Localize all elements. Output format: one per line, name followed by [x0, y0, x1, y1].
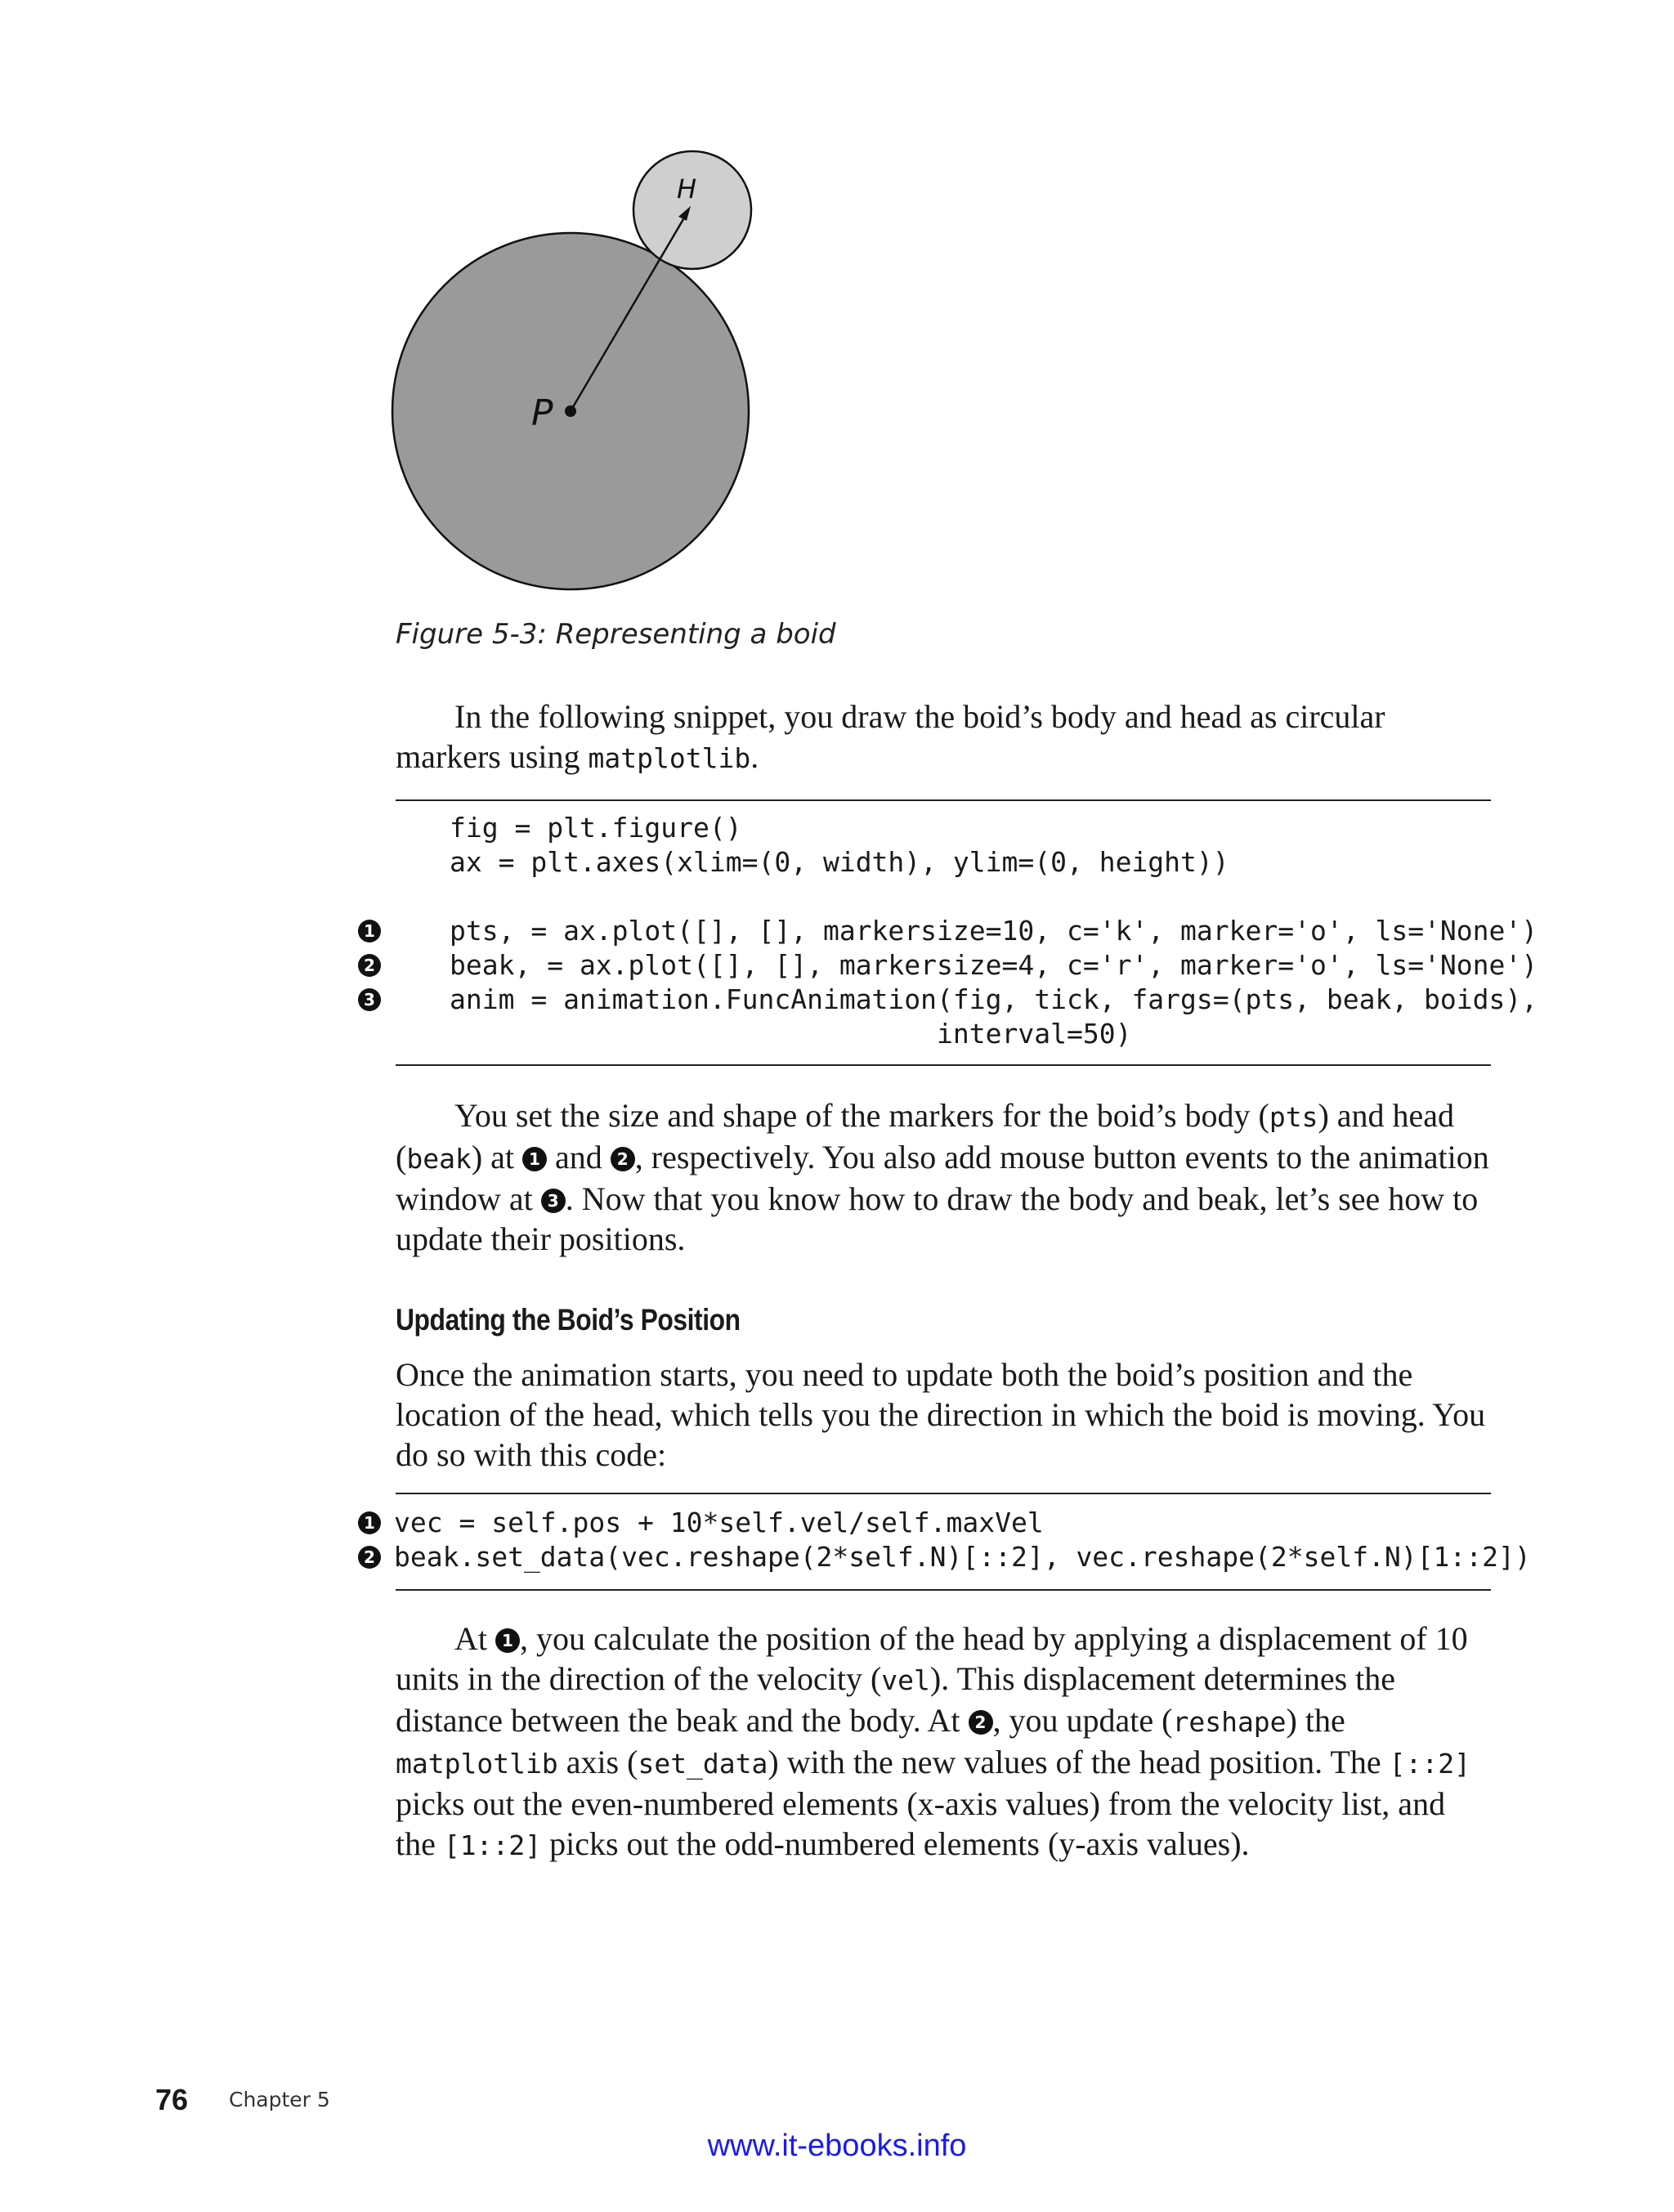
callout-3: 3 — [358, 988, 381, 1011]
callout-1: 1 — [358, 1511, 381, 1534]
text-run: ) and head ( — [396, 1097, 1455, 1175]
inline-callout-2: 2 — [969, 1710, 993, 1735]
code-rule-top — [396, 1493, 1491, 1494]
text-run: , you update ( — [992, 1702, 1173, 1739]
inline-callout-1: 1 — [495, 1628, 520, 1653]
paragraph-update: Once the animation starts, you need to update both the boid’s position and the location of the head, which tells you the direction in which the boid is moving. You do so with this code: — [396, 1356, 1486, 1473]
code-line: vec = self.pos + 10*self.vel/self.maxVel — [394, 1507, 1044, 1538]
body-center-point — [565, 405, 576, 417]
paragraph-markers — [396, 1095, 1491, 1259]
code-line: beak, = ax.plot([], [], markersize=4, c='r', marker='o', ls='None') — [450, 949, 1538, 981]
callout-2: 2 — [358, 954, 381, 977]
code-line: interval=50) — [450, 1018, 1132, 1050]
inline-code: pts — [1269, 1101, 1318, 1133]
inline-callout-1: 1 — [522, 1147, 547, 1171]
code-line: ax = plt.axes(xlim=(0, width), ylim=(0, height)) — [450, 846, 1229, 878]
head-label: H — [677, 173, 697, 204]
page-number: 76 — [155, 2083, 189, 2116]
inline-code: beak — [406, 1143, 472, 1175]
boid-figure — [384, 139, 777, 613]
footer-website-link[interactable]: www.it-ebooks.info — [707, 2129, 967, 2163]
text-run: , you calculate the position of the head by applying a displacement of 10 units in the direction of the velocity ( — [396, 1620, 1468, 1697]
inline-code: matplotlib — [588, 742, 751, 774]
boid-diagram — [384, 139, 777, 613]
text-run: ) with the new values of the head position. The — [768, 1744, 1390, 1780]
callout-1: 1 — [358, 920, 381, 943]
text-run: axis ( — [557, 1744, 638, 1780]
inline-code: [::2] — [1389, 1748, 1470, 1780]
text-run: . — [750, 738, 759, 775]
inline-code: [1::2] — [443, 1829, 542, 1861]
code-line: fig = plt.figure() — [450, 812, 742, 844]
inline-callout-3: 3 — [541, 1189, 566, 1213]
text-run: ). This displacement determines the distance between the beak and the body. At — [396, 1660, 1396, 1739]
chapter-label: Chapter 5 — [229, 2088, 330, 2111]
inline-code: matplotlib — [396, 1748, 558, 1780]
boid-head-circle — [633, 151, 751, 269]
code-line: beak.set_data(vec.reshape(2*self.N)[::2], vec.reshape(2*self.N)[1::2]) — [394, 1541, 1531, 1573]
text-run: picks out the even-numbered elements (x-axis values) from the velocity list, and the — [396, 1785, 1446, 1862]
inline-code: vel — [881, 1664, 930, 1696]
text-run: ) the — [1286, 1702, 1345, 1739]
code-line: anim = animation.FuncAnimation(fig, tick, fargs=(pts, beak, boids), — [450, 983, 1538, 1015]
callout-2: 2 — [358, 1546, 381, 1569]
body-label: P — [531, 392, 553, 434]
text-run: picks out the odd-numbered elements (y-axis values). — [541, 1825, 1250, 1862]
figure-caption: Figure 5-3: Representing a boid — [396, 618, 836, 651]
text-run: , respectively. You also add mouse button events to the animation window at — [396, 1139, 1489, 1217]
inline-code: reshape — [1172, 1706, 1287, 1738]
text-run: At — [454, 1620, 495, 1657]
text-run: and — [547, 1139, 611, 1175]
code-rule-bottom — [396, 1589, 1491, 1591]
code-rule-bottom — [396, 1064, 1491, 1066]
text-run: . Now that you know how to draw the body and beak, let’s see how to update their positions. — [396, 1180, 1479, 1257]
paragraph-intro — [396, 696, 1491, 778]
code-rule-top — [396, 799, 1491, 801]
code-line: pts, = ax.plot([], [], markersize=10, c='k', marker='o', ls='None') — [450, 915, 1538, 947]
text-run: You set the size and shape of the markers for the boid’s body ( — [454, 1097, 1269, 1134]
text-run: ) at — [471, 1139, 522, 1175]
section-heading: Updating the Boid’s Position — [396, 1303, 741, 1337]
text-run: In the following snippet, you draw the boid’s body and head as circular markers using — [396, 698, 1385, 775]
inline-code: set_data — [638, 1748, 768, 1780]
paragraph-explanation — [396, 1619, 1491, 1865]
inline-callout-2: 2 — [611, 1147, 635, 1171]
